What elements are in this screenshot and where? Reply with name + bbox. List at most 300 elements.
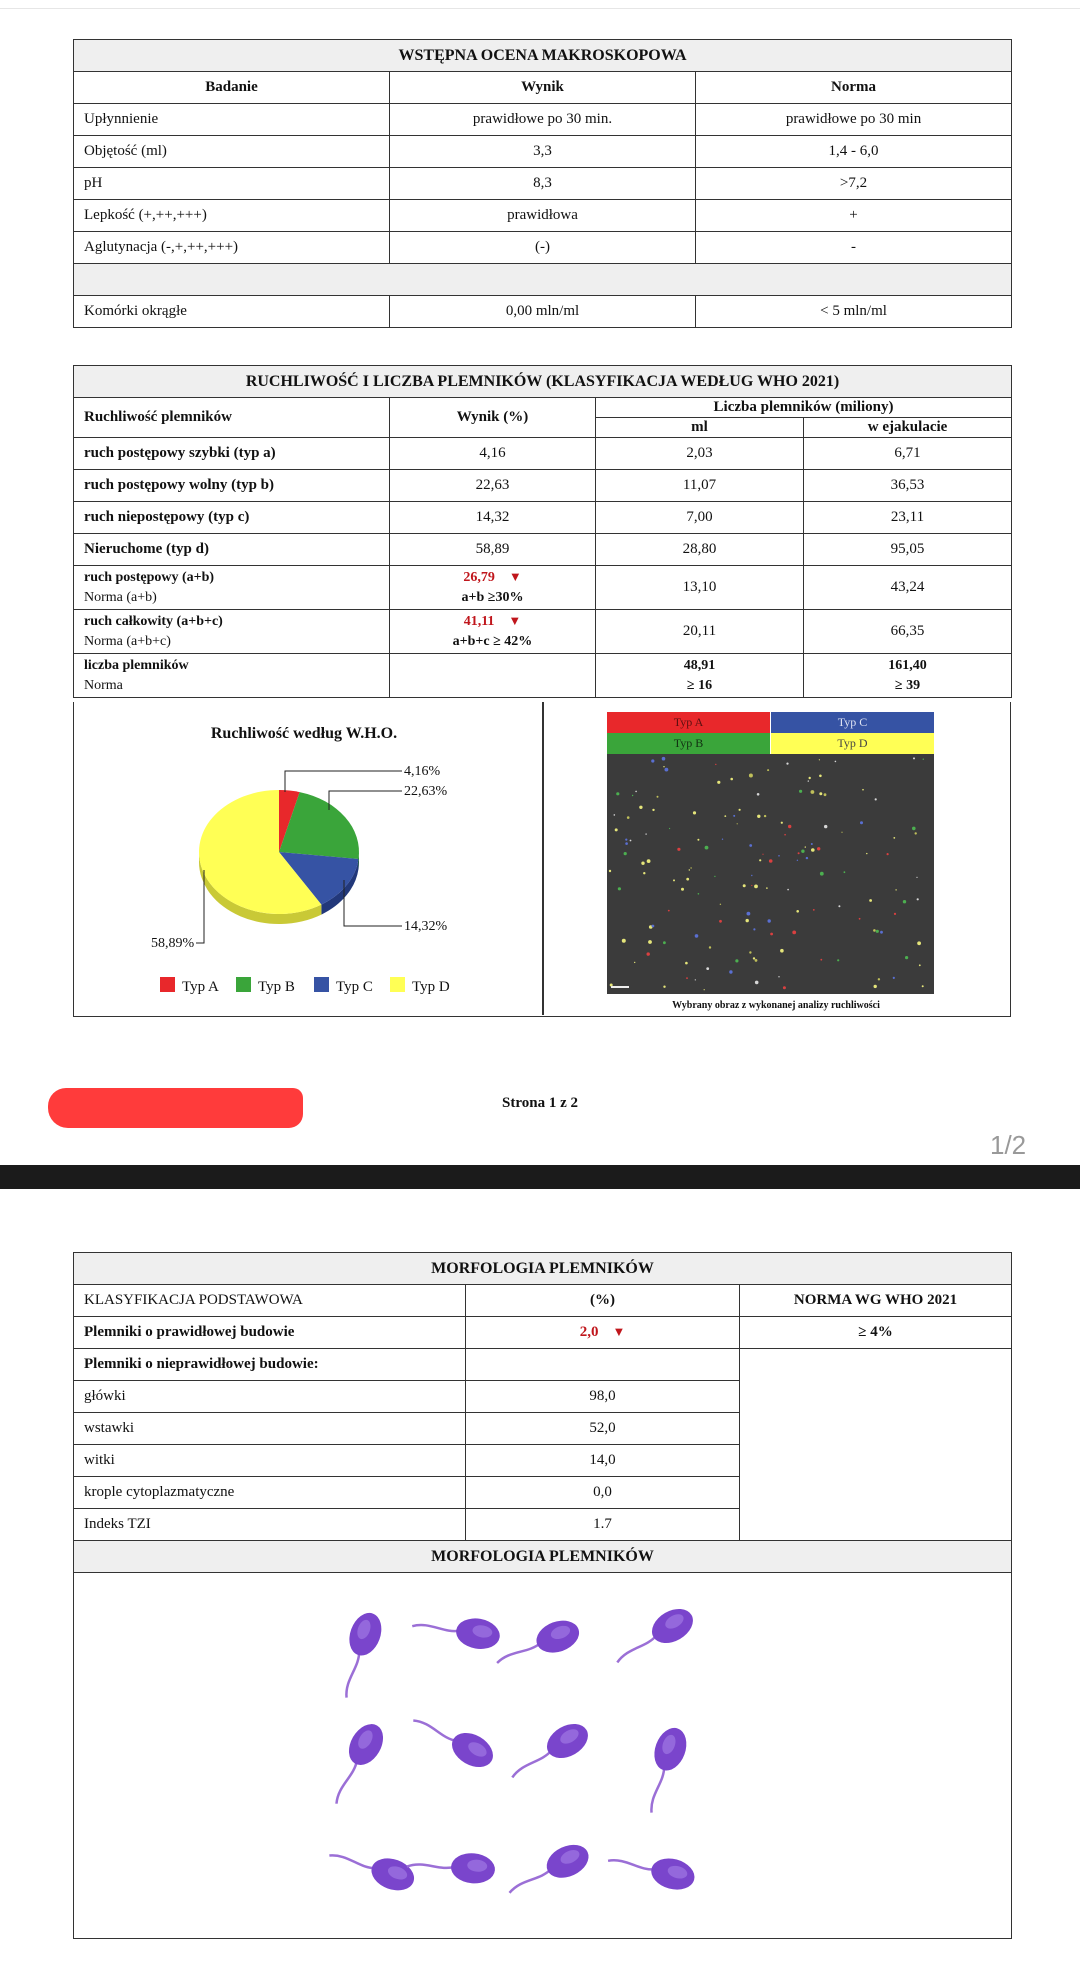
legend-label: Typ B xyxy=(258,979,295,995)
cell-dot xyxy=(665,768,669,772)
cell-dot xyxy=(668,910,670,912)
cell-dot xyxy=(686,977,688,979)
cell-dot xyxy=(722,839,723,840)
cell-dot xyxy=(705,846,709,850)
cell-dot xyxy=(820,959,822,961)
cell-dot xyxy=(917,941,921,945)
pie-label: 14,32% xyxy=(404,919,448,934)
pie-leader-line xyxy=(344,880,402,926)
abc-sub: Norma (a+b+c) xyxy=(84,633,171,649)
cell-dot xyxy=(624,852,627,855)
cell-dot xyxy=(755,981,759,985)
count-sub-ml: ml xyxy=(596,418,804,438)
cell: Upłynnienie xyxy=(74,104,390,136)
cell-dot xyxy=(862,789,864,791)
page-separator xyxy=(0,1165,1080,1189)
cell: główki xyxy=(74,1381,466,1413)
cell-dot xyxy=(805,846,806,847)
cell: 0,00 mln/ml xyxy=(390,296,696,328)
table-row xyxy=(74,104,1012,136)
count-ml-norm: ≥ 16 xyxy=(686,677,713,693)
down-arrow-icon: ▼ xyxy=(508,569,522,584)
cell: 23,11 xyxy=(804,502,1012,534)
count-label: liczba plemników xyxy=(84,657,189,673)
table-row xyxy=(74,566,1012,610)
morphology-table xyxy=(73,1252,1012,1939)
macro-header-norma: Norma xyxy=(696,72,1012,104)
morph-header-percent: (%) xyxy=(466,1285,740,1317)
cell-dot xyxy=(762,854,763,855)
cell-dot xyxy=(767,769,769,771)
cell-dot xyxy=(903,900,906,903)
cell: 6,71 xyxy=(804,438,1012,470)
cell: 4,16 xyxy=(390,438,596,470)
cell-dot xyxy=(733,815,735,817)
cell-dot xyxy=(751,885,752,886)
cell-dot xyxy=(824,793,827,796)
cell-dot xyxy=(819,759,820,760)
cell-dot xyxy=(751,875,752,876)
down-arrow-icon: ▼ xyxy=(508,613,522,628)
macro-title: WSTĘPNA OCENA MAKROSKOPOWA xyxy=(74,40,1012,72)
cell-dot xyxy=(923,759,924,760)
cell-dot xyxy=(792,931,796,935)
cell: 52,0 xyxy=(466,1413,740,1445)
panel-divider xyxy=(542,702,544,1015)
cell xyxy=(740,1349,1012,1541)
cell-dot xyxy=(717,781,720,784)
cell-dot xyxy=(778,855,780,857)
pie-label: 58,89% xyxy=(151,936,195,951)
cell: 11,07 xyxy=(596,470,804,502)
cell: 36,53 xyxy=(804,470,1012,502)
morph-header-class: KLASYFIKACJA PODSTAWOWA xyxy=(74,1285,466,1317)
table-row xyxy=(74,438,1012,470)
cell-dot xyxy=(634,962,635,963)
cell: witki xyxy=(74,1445,466,1477)
cell-dot xyxy=(811,843,813,845)
cell-dot xyxy=(753,957,755,959)
sperm-morphology-image xyxy=(74,1573,1008,1933)
cell: 7,00 xyxy=(596,502,804,534)
cell-dot xyxy=(695,979,696,980)
cell-dot xyxy=(887,853,889,855)
ab-label: ruch postępowy (a+b) xyxy=(84,569,215,585)
cell-dot xyxy=(808,780,809,781)
table-row xyxy=(74,168,1012,200)
count-sub-ej: w ejakulacie xyxy=(804,418,1012,438)
macro-table xyxy=(73,39,1012,328)
cell: Lepkość (+,++,+++) xyxy=(74,200,390,232)
cell-dot xyxy=(798,852,800,854)
cell-dot xyxy=(715,764,716,765)
cell-dot xyxy=(645,833,646,834)
table-row xyxy=(74,200,1012,232)
cell-dot xyxy=(704,989,705,990)
cell-dot xyxy=(778,976,779,977)
cell-dot xyxy=(809,777,811,779)
motility-title: RUCHLIWOŚĆ I LICZBA PLEMNIKÓW (KLASYFIKACJA WEDŁUG WHO 2021) xyxy=(74,366,1012,398)
cell-dot xyxy=(753,928,755,930)
cell: 98,0 xyxy=(466,1381,740,1413)
morph-image-title: MORFOLOGIA PLEMNIKÓW xyxy=(74,1541,1012,1573)
morph-title: MORFOLOGIA PLEMNIKÓW xyxy=(74,1253,1012,1285)
motility-image xyxy=(607,754,934,994)
cell: 0,0 xyxy=(466,1477,740,1509)
cell-dot xyxy=(663,766,664,767)
cell: krople cytoplazmatyczne xyxy=(74,1477,466,1509)
cell-dot xyxy=(919,964,921,966)
cell: 8,3 xyxy=(390,168,696,200)
chart-title: Ruchliwość według W.H.O. xyxy=(210,725,398,742)
cell-dot xyxy=(641,862,644,865)
cell-dot xyxy=(837,959,839,961)
cell: Plemniki o prawidłowej budowie xyxy=(74,1317,466,1349)
cell: - xyxy=(696,232,1012,264)
cell: 20,11 xyxy=(596,610,804,654)
cell: 58,89 xyxy=(390,534,596,566)
legend-swatch xyxy=(314,977,329,992)
cell-dot xyxy=(894,913,896,915)
cell-dot xyxy=(905,956,908,959)
cell-dot xyxy=(714,876,715,877)
cell-dot xyxy=(869,899,872,902)
page-number: Strona 1 z 2 xyxy=(502,1095,578,1111)
top-divider xyxy=(0,8,1080,9)
cell: 28,80 xyxy=(596,534,804,566)
cell-dot xyxy=(616,792,619,795)
sperm-cell xyxy=(503,1717,594,1787)
cell-dot xyxy=(706,967,709,970)
cell-dot xyxy=(895,889,896,890)
cell-dot xyxy=(652,925,655,928)
cell-dot xyxy=(737,823,738,824)
cell-dot xyxy=(657,796,659,798)
image-caption: Wybrany obraz z wykonanej analizy ruchliwości xyxy=(672,1000,880,1011)
cell-dot xyxy=(614,814,616,816)
cell-dot xyxy=(719,920,722,923)
cell-dot xyxy=(916,877,917,878)
motility-col2: Wynik (%) xyxy=(390,398,596,438)
legend-typ-a: Typ A xyxy=(607,712,770,733)
cell-dot xyxy=(677,848,680,851)
cell-dot xyxy=(749,844,752,847)
cell-dot xyxy=(757,793,760,796)
cell-dot xyxy=(841,832,842,833)
legend-label: Typ C xyxy=(336,979,373,995)
cell-dot xyxy=(724,815,726,817)
sperm-cell xyxy=(605,1842,698,1894)
legend-label: Typ D xyxy=(412,979,450,995)
cell-dot xyxy=(735,959,738,962)
cell-dot xyxy=(625,839,627,841)
table-row xyxy=(74,1317,1012,1349)
motility-col1: Ruchliwość plemników xyxy=(74,398,390,438)
cell-dot xyxy=(811,790,815,794)
cell-dot xyxy=(875,798,877,800)
sperm-cell xyxy=(634,1723,692,1816)
cell: prawidłowa xyxy=(390,200,696,232)
cell-dot xyxy=(643,872,645,874)
table-row xyxy=(74,136,1012,168)
table-row xyxy=(74,534,1012,566)
cell-dot xyxy=(819,792,822,795)
cell: ruch postępowy wolny (typ b) xyxy=(74,470,390,502)
cell: 14,32 xyxy=(390,502,596,534)
cell-dot xyxy=(747,912,751,916)
motility-table xyxy=(73,365,1012,698)
cell-dot xyxy=(913,757,915,759)
cell-dot xyxy=(757,815,760,818)
morph-header-norm: NORMA WG WHO 2021 xyxy=(740,1285,1012,1317)
cell-dot xyxy=(739,809,741,811)
normal-value: 2,0 xyxy=(579,1324,599,1340)
cell-dot xyxy=(686,878,689,881)
cell: wstawki xyxy=(74,1413,466,1445)
cell-dot xyxy=(788,825,791,828)
cell-dot xyxy=(669,828,670,829)
cell-dot xyxy=(689,869,690,870)
cell-dot xyxy=(695,934,699,938)
cell: 3,3 xyxy=(390,136,696,168)
cell-dot xyxy=(917,898,919,900)
cell-dot xyxy=(799,790,802,793)
cell-dot xyxy=(838,905,840,907)
cell-dot xyxy=(783,986,786,989)
cell-dot xyxy=(859,918,861,920)
cell-dot xyxy=(817,847,820,850)
pie-leader-line xyxy=(196,870,204,943)
cell: < 5 mln/ml xyxy=(696,296,1012,328)
cell-dot xyxy=(813,909,815,911)
cell-dot xyxy=(639,806,642,809)
count-sub: Norma xyxy=(84,677,123,693)
cell-dot xyxy=(764,815,766,817)
cell-dot xyxy=(632,795,633,796)
cell-dot xyxy=(781,822,783,824)
down-arrow-icon: ▼ xyxy=(612,1324,626,1339)
cell-dot xyxy=(749,774,753,778)
cell xyxy=(466,1349,740,1381)
cell-dot xyxy=(663,986,665,988)
cell: 95,05 xyxy=(804,534,1012,566)
cell-dot xyxy=(784,834,786,836)
cell-dot xyxy=(835,761,837,763)
cell-dot xyxy=(860,821,863,824)
cell-dot xyxy=(880,931,883,934)
macro-header-wynik: Wynik xyxy=(390,72,696,104)
abc-value: 41,11 xyxy=(463,614,495,629)
cell-dot xyxy=(729,970,732,973)
cell-dot xyxy=(811,848,815,852)
sperm-cell xyxy=(608,1602,699,1672)
cell-dot xyxy=(806,857,808,859)
cell-dot xyxy=(627,816,630,819)
cell-dot xyxy=(652,809,654,811)
cell-dot xyxy=(922,985,924,987)
table-row xyxy=(74,1349,1012,1381)
image-legend xyxy=(607,712,934,754)
table-row xyxy=(74,610,1012,654)
legend-swatch xyxy=(390,977,405,992)
cell-dot xyxy=(681,888,684,891)
count-ej: 161,40 xyxy=(888,657,927,673)
cell: prawidłowe po 30 min xyxy=(696,104,1012,136)
cell: Plemniki o nieprawidłowej budowie: xyxy=(74,1349,466,1381)
legend-typ-b: Typ B xyxy=(607,733,770,754)
cell: 22,63 xyxy=(390,470,596,502)
legend-typ-c: Typ C xyxy=(771,712,934,733)
cell-dot xyxy=(690,867,691,868)
ab-sub: Norma (a+b) xyxy=(84,589,157,605)
legend-label: Typ A xyxy=(182,979,219,995)
sperm-cell xyxy=(491,1615,584,1673)
ab-norm: a+b ≥30% xyxy=(461,590,524,605)
cell: Nieruchome (typ d) xyxy=(74,534,390,566)
cell: pH xyxy=(74,168,390,200)
cell-dot xyxy=(618,887,621,890)
cell-dot xyxy=(647,859,651,863)
cell-dot xyxy=(912,827,916,831)
legend-swatch xyxy=(160,977,175,992)
pie-label: 22,63% xyxy=(404,784,448,799)
cell: prawidłowe po 30 min. xyxy=(390,104,696,136)
cell-dot xyxy=(824,825,827,828)
sperm-cell xyxy=(408,1704,499,1774)
cell-dot xyxy=(915,832,917,834)
cell-dot xyxy=(878,978,880,980)
cell-dot xyxy=(797,860,798,861)
legend-typ-d: Typ D xyxy=(771,733,934,754)
pie-label: 4,16% xyxy=(404,764,441,779)
cell-dot xyxy=(819,775,822,778)
sperm-cell xyxy=(320,1718,390,1809)
cell-dot xyxy=(876,930,879,933)
sperm-cell xyxy=(410,1607,502,1652)
spacer-row xyxy=(74,264,1012,296)
cell-dot xyxy=(866,853,867,854)
cell-dot xyxy=(697,839,699,841)
cell-dot xyxy=(673,879,675,881)
cell-dot xyxy=(787,889,789,891)
abc-label: ruch całkowity (a+b+c) xyxy=(84,613,223,629)
cell-dot xyxy=(873,929,876,932)
cell-dot xyxy=(780,949,784,953)
cell-dot xyxy=(743,884,746,887)
cell-dot xyxy=(746,919,749,922)
cell-dot xyxy=(749,951,751,953)
cell-dot xyxy=(662,757,666,761)
cell-dot xyxy=(801,850,804,853)
page-indicator: 1/2 xyxy=(990,1130,1027,1160)
ab-value: 26,79 xyxy=(463,570,495,585)
cell-dot xyxy=(893,977,895,979)
cell-dot xyxy=(844,871,846,873)
cell-dot xyxy=(874,985,877,988)
chart-panel xyxy=(73,702,1011,1017)
cell-dot xyxy=(786,763,788,765)
cell: Indeks TZI xyxy=(74,1509,466,1541)
cell-dot xyxy=(709,946,711,948)
cell: ruch niepostępowy (typ c) xyxy=(74,502,390,534)
cell-dot xyxy=(766,887,768,889)
cell: 66,35 xyxy=(804,610,1012,654)
pie-leader-line xyxy=(329,791,402,810)
cell-dot xyxy=(759,859,761,861)
legend-swatch xyxy=(236,977,251,992)
cell-dot xyxy=(625,842,628,845)
table-row xyxy=(74,232,1012,264)
pie-leader-line xyxy=(285,771,402,792)
cell-dot xyxy=(615,828,618,831)
cell: + xyxy=(696,200,1012,232)
cell-dot xyxy=(609,870,611,872)
cell-dot xyxy=(730,778,733,781)
cell: 2,03 xyxy=(596,438,804,470)
cell: ≥ 4% xyxy=(740,1317,1012,1349)
cell: (-) xyxy=(390,232,696,264)
morph-image-cell xyxy=(74,1573,1012,1939)
cell-dot xyxy=(796,910,799,913)
table-row xyxy=(74,296,1012,328)
cell: >7,2 xyxy=(696,168,1012,200)
table-row xyxy=(74,502,1012,534)
cell-dot xyxy=(648,940,652,944)
pie-chart xyxy=(74,742,539,1012)
cell-dot xyxy=(820,872,824,876)
cell: 14,0 xyxy=(466,1445,740,1477)
cell: 1.7 xyxy=(466,1509,740,1541)
cell: 13,10 xyxy=(596,566,804,610)
count-header: Liczba plemników (miliony) xyxy=(596,398,1012,418)
cell-dot xyxy=(720,904,721,905)
cell-dot xyxy=(693,811,696,814)
abc-norm: a+b+c ≥ 42% xyxy=(452,634,533,649)
count-ml: 48,91 xyxy=(683,657,716,673)
table-row xyxy=(74,654,1012,698)
cell-dot xyxy=(754,885,758,889)
cell xyxy=(390,654,596,698)
cell-dot xyxy=(635,791,637,793)
cell-dot xyxy=(769,859,773,863)
cell-dot xyxy=(622,939,626,943)
cell-dot xyxy=(647,952,650,955)
macro-header-badanie: Badanie xyxy=(74,72,390,104)
cell: 43,24 xyxy=(804,566,1012,610)
cell-dot xyxy=(698,893,700,895)
sperm-cell xyxy=(406,1848,496,1886)
cell-dot xyxy=(685,962,688,965)
sperm-cell xyxy=(501,1838,593,1902)
scale-bar xyxy=(611,986,629,988)
cell: Aglutynacja (-,+,++,+++) xyxy=(74,232,390,264)
cell: 1,4 - 6,0 xyxy=(696,136,1012,168)
cell: Objętość (ml) xyxy=(74,136,390,168)
sperm-cell xyxy=(329,1608,387,1701)
cell: Komórki okrągłe xyxy=(74,296,390,328)
count-ej-norm: ≥ 39 xyxy=(894,677,921,693)
cell-dot xyxy=(768,919,771,922)
cell-dot xyxy=(893,837,895,839)
table-row xyxy=(74,470,1012,502)
sperm-cell xyxy=(326,1838,419,1896)
cell-dot xyxy=(755,959,758,962)
cell: ruch postępowy szybki (typ a) xyxy=(74,438,390,470)
cell-dot xyxy=(651,759,654,762)
cell-dot xyxy=(770,933,773,936)
cell-dot xyxy=(663,941,666,944)
cell-dot xyxy=(630,840,632,842)
